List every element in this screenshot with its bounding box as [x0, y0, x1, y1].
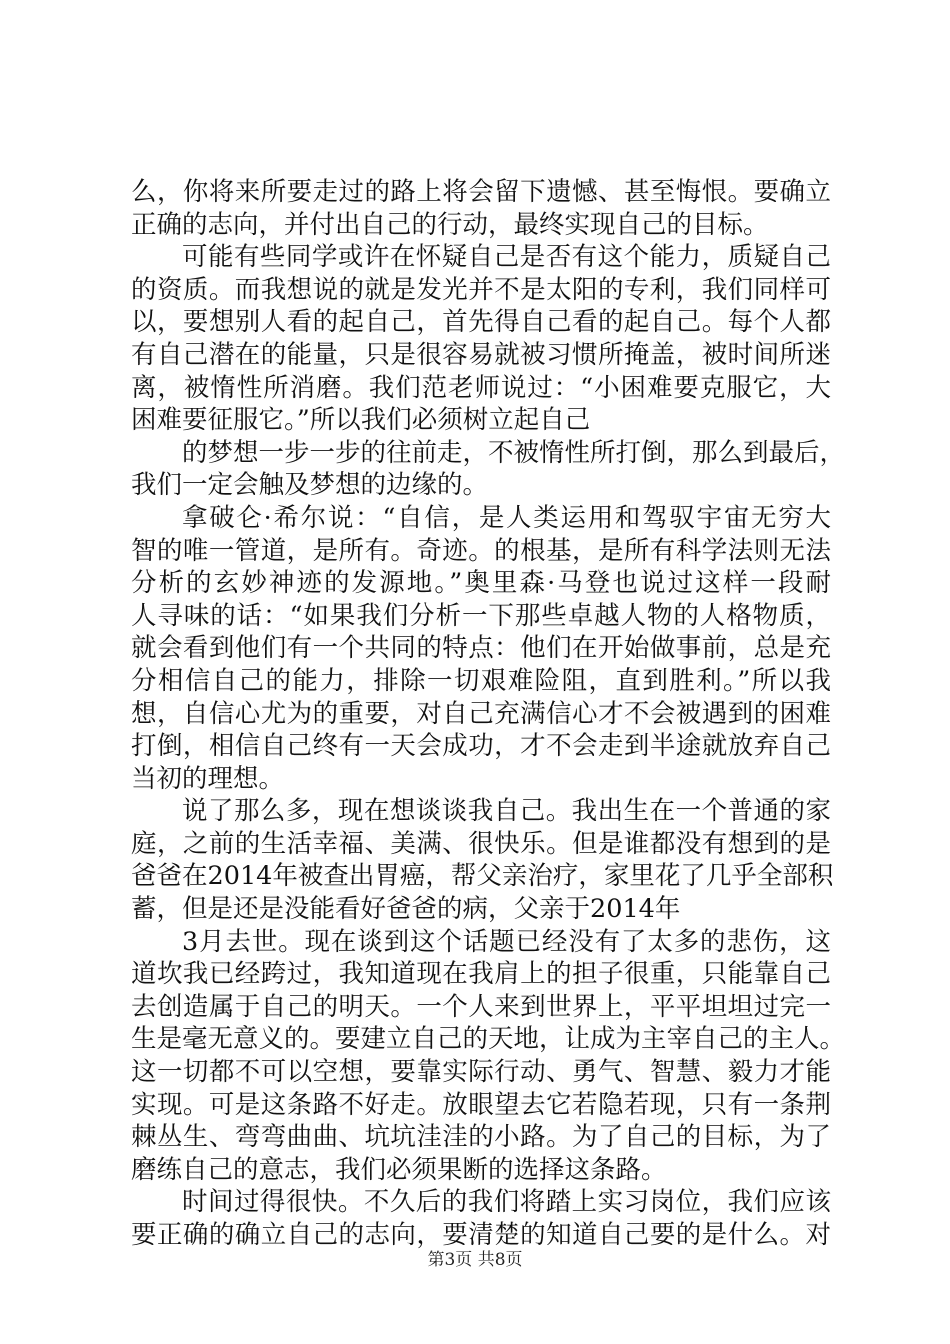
text-line: 的资质。而我想说的就是发光并不是太阳的专利，我们同样可	[131, 274, 831, 305]
text-line: 生是毫无意义的。要建立自己的天地，让成为主宰自己的主人。	[131, 1024, 846, 1055]
text-line: 可能有些同学或许在怀疑自己是否有这个能力，质疑自己	[182, 242, 831, 273]
page-number-footer: 第3页 共8页	[427, 1250, 523, 1270]
text-line: 棘丛生、弯弯曲曲、坑坑洼洼的小路。为了自己的目标，为了	[131, 1122, 831, 1153]
text-line: 有自己潜在的能量，只是很容易就被习惯所掩盖，被时间所迷	[131, 339, 831, 370]
text-line: 这一切都不可以空想，要靠实际行动、勇气、智慧、毅力才能	[131, 1057, 831, 1088]
text-line: 道坎我已经跨过，我知道现在我肩上的担子很重，只能靠自己	[131, 959, 831, 990]
text-line: 分析的玄妙神迹的发源地。”奥里森·马登也说过这样一段耐	[131, 568, 831, 599]
text-line: 当初的理想。	[131, 763, 285, 794]
text-line: 正确的志向，并付出自己的行动，最终实现自己的目标。	[131, 209, 769, 240]
text-line: 要正确的确立自己的志向，要清楚的知道自己要的是什么。对	[131, 1220, 831, 1250]
text-line: 时间过得很快。不久后的我们将踏上实习岗位，我们应该	[182, 1187, 831, 1218]
text-line: 我们一定会触及梦想的边缘的。	[131, 470, 489, 501]
text-line: 去创造属于自己的明天。一个人来到世界上，平平坦坦过完一	[131, 991, 831, 1022]
text-line: 打倒，相信自己终有一天会成功，才不会走到半途就放弃自己	[131, 731, 831, 762]
text-line: 以，要想别人看的起自己，首先得自己看的起自己。每个人都	[131, 307, 831, 338]
text-line: 么，你将来所要走过的路上将会留下遗憾、甚至悔恨。要确立	[131, 177, 831, 207]
text-line: 困难要征服它。”所以我们必须树立起自己	[131, 405, 591, 436]
text-line: 实现。可是这条路不好走。放眼望去它若隐若现，只有一条荆	[131, 1089, 831, 1120]
text-line: 蓄，但是还是没能看好爸爸的病，父亲于2014年	[131, 894, 681, 925]
text-line: 磨练自己的意志，我们必须果断的选择这条路。	[131, 1154, 667, 1185]
text-line: 智的唯一管道，是所有。奇迹。的根基，是所有科学法则无法	[131, 535, 831, 566]
text-line: 离，被惰性所消磨。我们范老师说过：“小困难要克服它，大	[131, 372, 831, 403]
text-line: 说了那么多，现在想谈谈我自己。我出生在一个普通的家	[182, 796, 831, 827]
text-line: 分相信自己的能力，排除一切艰难险阻，直到胜利。”所以我	[131, 665, 831, 696]
text-line: 庭，之前的生活幸福、美满、很快乐。但是谁都没有想到的是	[131, 828, 831, 859]
text-line: 爸爸在2014年被查出胃癌，帮父亲治疗，家里花了几乎全部积	[131, 861, 834, 892]
text-line: 3月去世。现在谈到这个话题已经没有了太多的悲伤，这	[182, 926, 831, 957]
text-line: 人寻味的话：“如果我们分析一下那些卓越人物的人格物质，	[131, 600, 831, 631]
text-line: 的梦想一步一步的往前走，不被惰性所打倒，那么到最后，	[182, 437, 846, 468]
body-text	[131, 176, 846, 1252]
text-line: 想，自信心尤为的重要，对自己充满信心才不会被遇到的困难	[131, 698, 831, 729]
text-line: 就会看到他们有一个共同的特点：他们在开始做事前，总是充	[131, 633, 831, 664]
text-line: 拿破仑·希尔说：“自信，是人类运用和驾驭宇宙无穷大	[182, 502, 831, 533]
